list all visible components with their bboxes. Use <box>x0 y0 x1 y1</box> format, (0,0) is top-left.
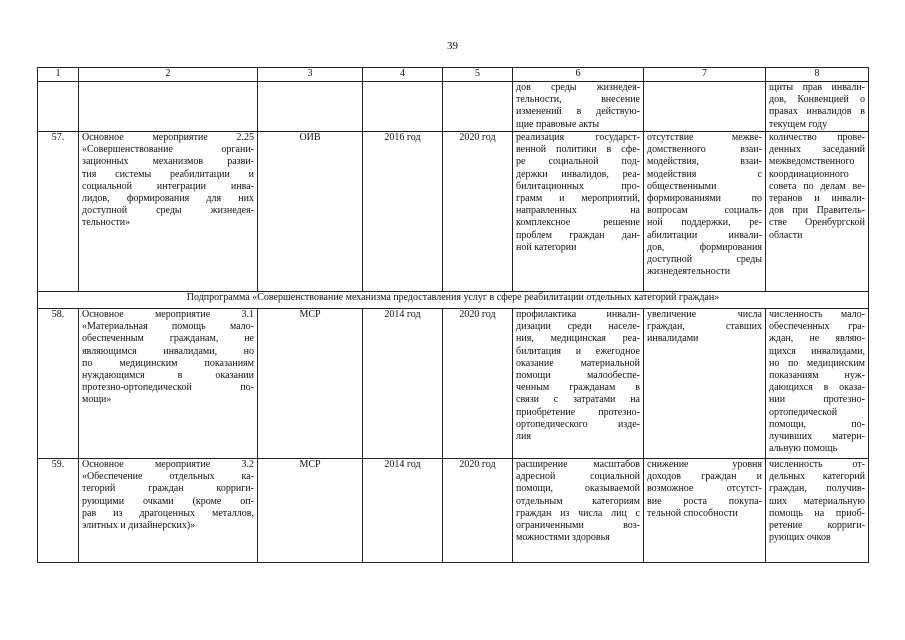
text-line: совета по делам ве- <box>769 180 865 192</box>
page-number: 39 <box>447 40 458 52</box>
measures-table <box>37 67 869 563</box>
text-line: тельной способности <box>647 507 738 519</box>
subprogram-title: Подпрограмма «Совершенствование механизма предоставления услуг в сфере реабилитации отдельных категорий граждан» <box>38 292 869 309</box>
cell-executor <box>258 82 363 132</box>
text-line: лия <box>516 431 531 443</box>
text-line: абилитации инвали- <box>647 229 762 241</box>
cell-start <box>363 82 443 132</box>
cell-num <box>38 82 79 132</box>
text-line: лучивших матери- <box>769 431 865 443</box>
header-cell: 2 <box>79 68 258 82</box>
text-line: ной категории <box>516 241 577 253</box>
text-line: ретение корриги- <box>769 520 865 532</box>
text-line: мощи» <box>82 394 112 406</box>
text-line: ния, медицинская реа- <box>516 333 640 345</box>
text-line: Основное мероприятие 2.25 <box>82 132 254 143</box>
text-line: помощи, оказываемой <box>516 483 640 495</box>
result-text <box>516 459 640 544</box>
cell-indicator <box>766 132 869 292</box>
text-line: инвалидами <box>647 333 699 345</box>
cell-result <box>513 309 644 459</box>
cell-result <box>513 459 644 563</box>
text-line: домственного взаи- <box>647 144 762 156</box>
text-line: дельных категорий <box>769 471 865 483</box>
text-line: но по медицинским <box>769 357 865 369</box>
table-row <box>38 132 869 292</box>
text-line: вие роста покупа- <box>647 495 762 507</box>
text-line: рующими очками (кроме оп- <box>82 495 254 507</box>
text-line: венной политики в сфе- <box>516 144 640 156</box>
text-line: комплексное решение <box>516 217 640 229</box>
text-line: ортопедического изде- <box>516 418 640 430</box>
text-line: количество прове- <box>769 132 865 143</box>
text-line: увеличение числа <box>647 309 762 320</box>
text-line: лидов, формирования для них <box>82 193 254 205</box>
text-line: формированиями по <box>647 193 762 205</box>
cell-consequence <box>644 82 766 132</box>
header-cell: 8 <box>766 68 869 82</box>
table-row <box>38 459 869 563</box>
consequence-text <box>647 132 762 278</box>
row-number: 58. <box>38 309 79 459</box>
text-line: реализация государст- <box>516 132 640 143</box>
cell-indicator <box>766 82 869 132</box>
text-line: можностями здоровья <box>516 532 610 544</box>
cell-end <box>443 82 513 132</box>
text-line: текущем году <box>769 118 828 130</box>
text-line: протезно-ортопедической по- <box>82 382 254 394</box>
continuation-row <box>38 82 869 132</box>
header-cell: 1 <box>38 68 79 82</box>
text-line: снижение уровня <box>647 459 762 470</box>
cell-measure <box>79 459 258 563</box>
text-line: рав из драгоценных металлов, <box>82 507 254 519</box>
text-line: щихся инвалидами, <box>769 345 865 357</box>
row-number: 57. <box>38 132 79 292</box>
cell-executor: МСР <box>258 309 363 459</box>
cell-end: 2020 год <box>443 459 513 563</box>
text-line: социальной интеграции инва- <box>82 180 254 192</box>
text-line: граждан из числа лиц с <box>516 507 640 519</box>
cell-result <box>513 82 644 132</box>
cell-start: 2016 год <box>363 132 443 292</box>
text-line: численность мало- <box>769 309 865 320</box>
text-line: ной поддержки, ре- <box>647 217 762 229</box>
text-line: ограниченными воз- <box>516 520 640 532</box>
text-line: правах инвалидов в <box>769 106 865 118</box>
text-line: грамм и мероприятий, <box>516 193 640 205</box>
cell-indicator <box>766 309 869 459</box>
cell-start: 2014 год <box>363 309 443 459</box>
text-line: денных заседаний <box>769 144 865 156</box>
text-line: тельности» <box>82 217 131 229</box>
text-line: «Материальная помощь мало- <box>82 321 254 333</box>
text-line: возможное отсутст- <box>647 483 762 495</box>
text-line: обеспеченных гра- <box>769 321 865 333</box>
text-line: зационных механизмов разви- <box>82 156 254 168</box>
header-cell: 5 <box>443 68 513 82</box>
cell-consequence <box>644 132 766 292</box>
text-line: отдельным категориям <box>516 495 640 507</box>
text-line: помощи, по- <box>769 418 865 430</box>
text-line: тегорий граждан корриги- <box>82 483 254 495</box>
text-line: дизации среди населе- <box>516 321 640 333</box>
text-line: жизнедеятельности <box>647 266 731 278</box>
text-line: ортопедической <box>769 406 838 418</box>
table-row <box>38 309 869 459</box>
cell-executor: МСР <box>258 459 363 563</box>
text-line: по медицинским показаниям <box>82 357 254 369</box>
result-text <box>516 82 640 131</box>
text-line: являющимся инвалидами, но <box>82 345 254 357</box>
cell-measure <box>79 82 258 132</box>
text-line: ших материальную <box>769 495 865 507</box>
text-line: элитных и дизайнерских)» <box>82 520 196 532</box>
row-number: 59. <box>38 459 79 563</box>
indicator-text <box>769 459 865 544</box>
cell-measure <box>79 309 258 459</box>
text-line: проблем граждан дан- <box>516 229 640 241</box>
result-text <box>516 132 640 254</box>
subprogram-row <box>38 292 869 309</box>
text-line: дов, Конвенцией о <box>769 94 865 106</box>
text-line: доступной среды <box>647 254 762 266</box>
text-line: приобретение протезно- <box>516 406 640 418</box>
text-line: показаниям нуж- <box>769 370 865 382</box>
text-line: расширение масштабов <box>516 459 640 470</box>
text-line: тельности, внесение <box>516 94 640 106</box>
text-line: общественными <box>647 180 717 192</box>
indicator-text <box>769 309 865 455</box>
header-cell: 6 <box>513 68 644 82</box>
text-line: отсутствие межве- <box>647 132 762 143</box>
text-line: Основное мероприятие 3.1 <box>82 309 254 320</box>
measure-text <box>82 309 254 407</box>
cell-end: 2020 год <box>443 132 513 292</box>
text-line: межведомственного <box>769 156 855 168</box>
consequence-text <box>647 459 762 520</box>
measure-text <box>82 459 254 532</box>
cell-measure <box>79 132 258 292</box>
text-line: дов среды жизнедея- <box>516 82 640 93</box>
text-line: направленных на <box>516 205 640 217</box>
text-line: билитационных про- <box>516 180 640 192</box>
consequence-text <box>647 309 762 346</box>
text-line: граждан, получив- <box>769 483 865 495</box>
text-line: ждан, не являю- <box>769 333 865 345</box>
text-line: доходов граждан и <box>647 471 762 483</box>
text-line: дов, формирования <box>647 241 762 253</box>
text-line: обеспеченным гражданам, не <box>82 333 254 345</box>
text-line: граждан, ставших <box>647 321 762 333</box>
text-line: помощь на приоб- <box>769 507 865 519</box>
text-line: изменений в действую- <box>516 106 640 118</box>
text-line: держки инвалидов, реа- <box>516 168 640 180</box>
cell-consequence <box>644 309 766 459</box>
text-line: адресной социальной <box>516 471 640 483</box>
text-line: ре социальной под- <box>516 156 640 168</box>
text-line: вопросам социаль- <box>647 205 762 217</box>
header-cell: 7 <box>644 68 766 82</box>
text-line: модействия, взаи- <box>647 156 762 168</box>
text-line: альную помощь <box>769 443 838 455</box>
text-line: тия системы реабилитации и <box>82 168 254 180</box>
text-line: нии протезно- <box>769 394 865 406</box>
text-line: стве Оренбургской <box>769 217 865 229</box>
text-line: дающихся в оказа- <box>769 382 865 394</box>
result-text <box>516 309 640 443</box>
text-line: помощи малообеспе- <box>516 370 640 382</box>
text-line: ченным гражданам в <box>516 382 640 394</box>
text-line: области <box>769 229 803 241</box>
text-line: «Обеспечение отдельных ка- <box>82 471 254 483</box>
cell-consequence <box>644 459 766 563</box>
text-line: численность от- <box>769 459 865 470</box>
header-cell: 4 <box>363 68 443 82</box>
text-line: доступной среды жизнедея- <box>82 205 254 217</box>
text-line: координационного <box>769 168 849 180</box>
indicator-text <box>769 132 865 242</box>
text-line: Основное мероприятие 3.2 <box>82 459 254 470</box>
cell-start: 2014 год <box>363 459 443 563</box>
text-line: билитация и ежегодное <box>516 345 640 357</box>
text-line: профилактика инвали- <box>516 309 640 320</box>
text-line: щие правовые акты <box>516 118 600 130</box>
text-line: «Совершенствование органи- <box>82 144 254 156</box>
measure-text <box>82 132 254 230</box>
text-line: оказание материальной <box>516 357 640 369</box>
cell-end: 2020 год <box>443 309 513 459</box>
cell-indicator <box>766 459 869 563</box>
text-line: рующих очков <box>769 532 831 544</box>
text-line: теранов и инвали- <box>769 193 865 205</box>
header-row <box>38 68 869 82</box>
text-line: дов при Правитель- <box>769 205 865 217</box>
text-line: щиты прав инвали- <box>769 82 865 93</box>
text-line: связи с затратами на <box>516 394 640 406</box>
header-cell: 3 <box>258 68 363 82</box>
cell-executor: ОИВ <box>258 132 363 292</box>
text-line: модействия с <box>647 168 762 180</box>
text-line: нуждающимся в оказании <box>82 370 254 382</box>
cell-result <box>513 132 644 292</box>
indicator-text <box>769 82 865 131</box>
